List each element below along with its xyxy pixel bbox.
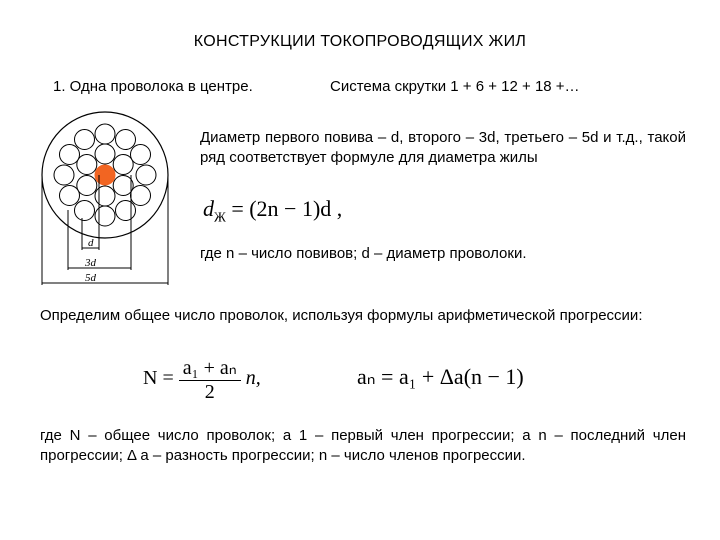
wire [75, 129, 95, 149]
formula-sum [143, 355, 261, 404]
description-paragraph: Диаметр первого повива – d, второго – 3d, третьего – 5d и т.д., такой ряд соответствует формуле для диаметра жилы [200, 129, 686, 166]
subtitle-left: 1. Одна проволока в центре. [53, 78, 253, 95]
strand-diagram [30, 100, 180, 290]
formula-sum-fraction [179, 355, 241, 404]
wire [136, 165, 156, 185]
subtitle-right: Система скрутки 1 + 6 + 12 + 18 +… [330, 78, 580, 95]
wire [95, 206, 115, 226]
page-title: КОНСТРУКЦИИ ТОКОПРОВОДЯЩИХ ЖИЛ [193, 33, 527, 50]
center-wire [95, 165, 115, 185]
wire [77, 176, 97, 196]
label-5d: 5d [85, 272, 96, 284]
formula-core-diameter [203, 196, 342, 225]
wire [59, 145, 79, 165]
explanation-paragraph: где N – общее число проволок; a 1 – первый член прогрессии; a n – последний член прогрессии; Δ a – разность прогрессии; n – число членов прогрессии. [40, 427, 686, 464]
wire [54, 165, 74, 185]
formula-sum-numerator: a₁ + aₙ [179, 355, 241, 381]
wire [75, 201, 95, 221]
wire [77, 155, 97, 175]
wire [116, 201, 136, 221]
wire [95, 186, 115, 206]
wire [131, 186, 151, 206]
formula-core-lhs: d [203, 196, 214, 221]
label-d: d [88, 237, 94, 249]
formula-core-sub: Ж [214, 209, 226, 225]
formula-core-rhs: = (2n − 1)d , [231, 196, 343, 221]
intro-paragraph: Определим общее число проволок, используя формулы арифметической прогрессии: [40, 307, 643, 324]
wire [95, 144, 115, 164]
wire [116, 129, 136, 149]
label-3d: 3d [85, 257, 96, 269]
wire [131, 145, 151, 165]
wire [113, 155, 133, 175]
formula-sum-lhs: N = [143, 367, 174, 390]
wire [95, 124, 115, 144]
formula-sum-denominator: 2 [204, 381, 215, 403]
wire [59, 186, 79, 206]
wire [113, 176, 133, 196]
formula-core-note: где n – число повивов; d – диаметр проволоки. [200, 245, 527, 262]
formula-sum-tail: n, [245, 367, 261, 390]
formula-term: aₙ = a₁ + Δa(n − 1) [357, 364, 524, 389]
